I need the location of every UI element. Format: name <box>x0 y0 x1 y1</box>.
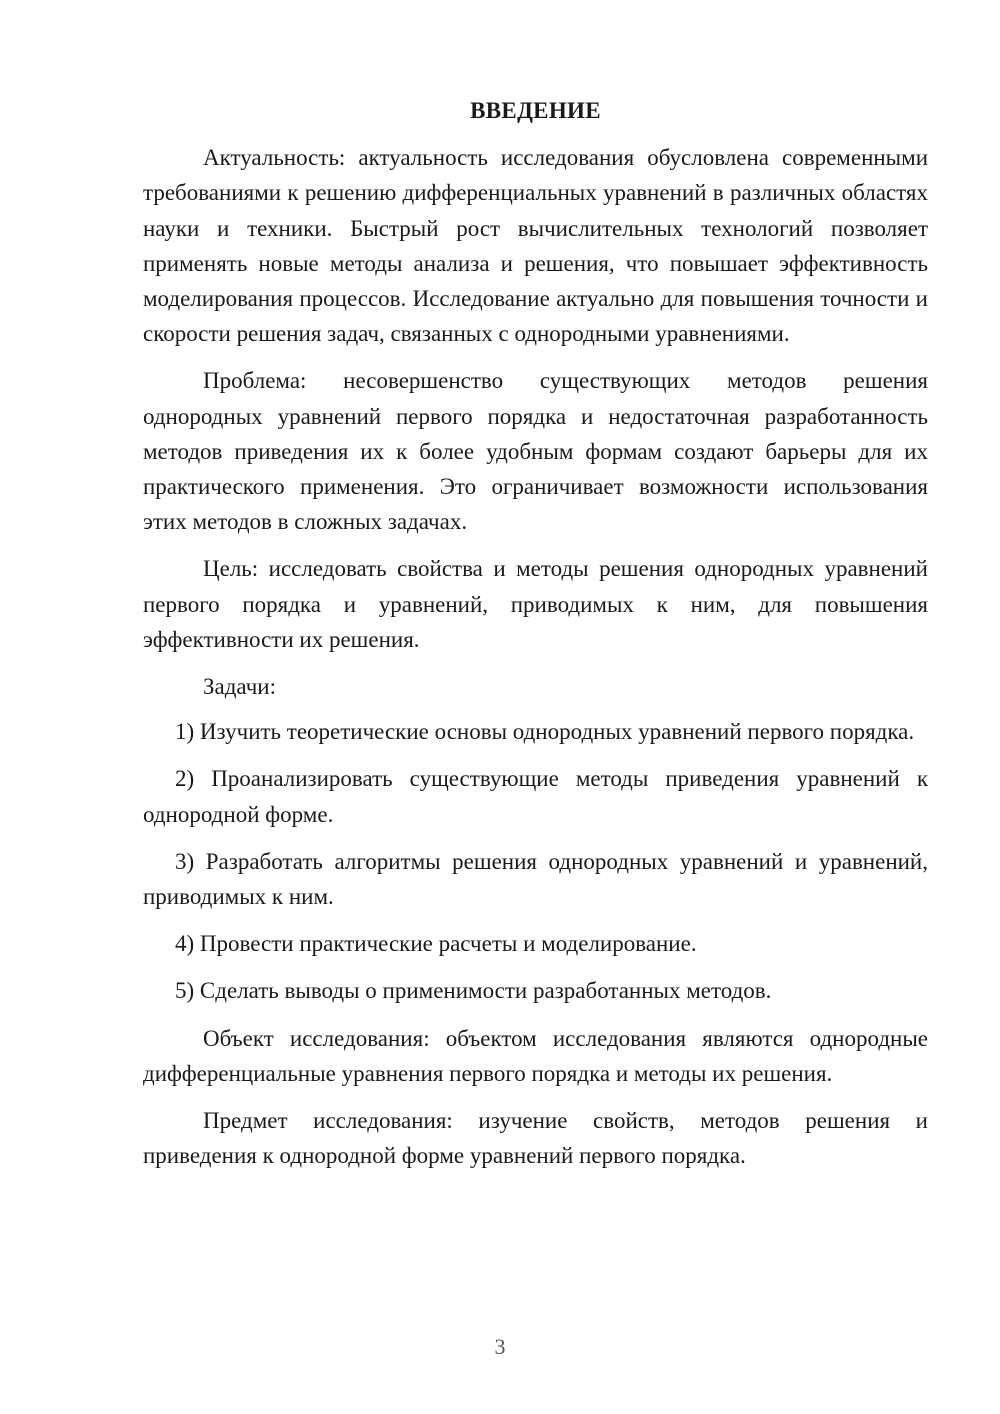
relevance-paragraph: Актуальность: актуальность исследования обусловлена современными требованиями к решению дифференциальных уравнений в различных областях науки и техники. Быстрый рост вычислительных технологий позволяет применять новые методы анализа и решения, что повышает эффективность моделирования процессов. Исследование актуально для повышения точности и скорости решения задач, связанных с однородными уравнениями. <box>143 145 928 347</box>
subject-paragraph: Предмет исследования: изучение свойств, методов решения и приведения к однородной форме уравнений первого порядка. <box>143 1108 928 1169</box>
task-item-4: 4) Провести практические расчеты и моделирование. <box>175 931 697 957</box>
page-number: 3 <box>494 1334 506 1359</box>
object-paragraph: Объект исследования: объектом исследования являются однородные дифференциальные уравнения первого порядка и методы их решения. <box>143 1025 928 1086</box>
goal-paragraph: Цель: исследовать свойства и методы решения однородных уравнений первого порядка и уравнений, приводимых к ним, для повышения эффективности их решения. <box>143 556 928 652</box>
task-item-3: 3) Разработать алгоритмы решения однородных уравнений и уравнений, приводимых к ним. <box>143 848 928 910</box>
tasks-heading: Задачи: <box>203 674 276 700</box>
problem-paragraph: Проблема: несовершенство существующих методов решения однородных уравнений первого порядка и недостаточная разработанность методов приведения их к более удобным формам создают барьеры для их практического применения. Это ограничивает возможности использования этих методов в сложных задачах. <box>143 368 928 535</box>
section-title: ВВЕДЕНИЕ <box>470 98 601 123</box>
document-page <box>143 93 928 1185</box>
task-item-5: 5) Сделать выводы о применимости разработанных методов. <box>175 978 772 1004</box>
task-item-2: 2) Проанализировать существующие методы приведения уравнений к однородной форме. <box>143 766 928 827</box>
task-item-1: 1) Изучить теоретические основы однородных уравнений первого порядка. <box>175 719 915 745</box>
